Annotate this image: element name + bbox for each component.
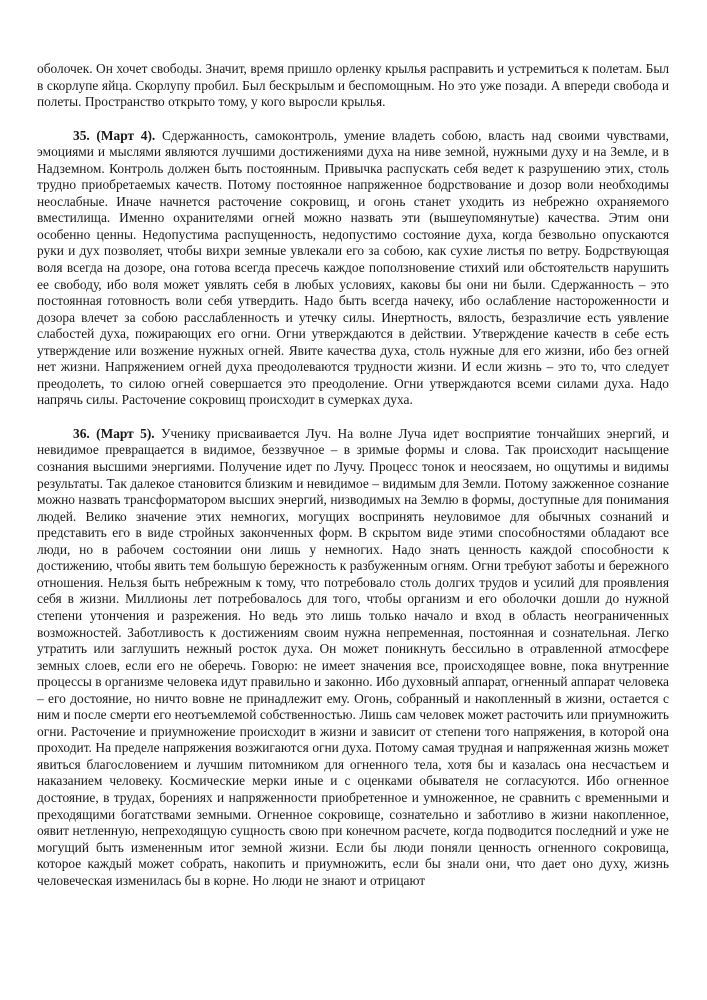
- paragraph-continuation: [37, 61, 669, 111]
- paragraph-36: [37, 426, 669, 889]
- paragraph-text: оболочек. Он хочет свободы. Значит, время пришло орленку крылья расправить и устремиться к полетам. Был в скорлупе яйца. Скорлупу пробил. Был бескрылым и беспомощным. Но это уже позади. А впереди свобода и полеты. Пространство открыто тому, у кого выросли крылья.: [37, 61, 669, 110]
- paragraph-35: [37, 128, 669, 409]
- paragraph-heading: 35. (Март 4).: [73, 127, 156, 143]
- paragraph-text: Сдержанность, самоконтроль, умение владеть собою, власть над своими чувствами, эмоциями и мыслями являются лучшими достижениями духа на ниве земной, нужными духу и на Земле, и в Надземном. Контроль должен быть постоянным. Привычка распускать себя ведет к разрушению этих, столь трудно приобретаемых качеств. Потому постоянное напряженное бодрствование и дозор воли необходимы неослабные. Иначе начнется расточение сокровищ, и огонь станет уходить из небрежно охраняемого вместилища. Именно охранителями огней можно назвать эти (вышеупомянутые) качества. Этим они особенно ценны. Недопустима распущенность, недопустимо состояние духа, когда безвольно опускаются руки и дух позволяет, чтобы вихри земные увлекали его за собою, как сухие листья по ветру. Бодрствующая воля всегда на дозоре, она готова всегда пресечь каждое поползновение стихий или обстоятельств нарушить ее свободу, ибо воля может уявлять себя в любых условиях, каковы бы они ни были. Сдержанность – это постоянная готовность воли себя утвердить. Надо быть всегда начеку, ибо ослабление настороженности и дозора влечет за собою расслабленность и утечку силы. Инертность, вялость, безразличие есть уявление слабостей духа, пожирающих его огни. Огни утверждаются в действии. Утверждение качеств в себе есть утверждение или возжение нужных огней. Явите качества духа, столь нужные для его жизни, ибо без огней нет жизни. Напряжением огней духа преодолеваются трудности жизни. И если жизнь – это то, что следует преодолеть, то силою огней совершается это преодоление. Огни утверждаются всеми силами духа. Надо напрячь силы. Расточение сокровищ происходит в сумерках духа.: [37, 127, 670, 408]
- document-page: [37, 61, 669, 889]
- paragraph-heading: 36. (Март 5).: [73, 425, 155, 441]
- paragraph-text: Ученику присваивается Луч. На волне Луча идет восприятие тончайших энергий, и невидимое превращается в видимое, беззвучное – в зримые формы и слова. Так происходит насыщение сознания высшими энергиями. Получение идет по Лучу. Процесс тонок и неосязаем, но ощутимы и видимы результаты. Так далекое становится близким и невидимое – видимым для Земли. Потому зажженное сознание можно назвать трансформатором высших энергий, низводимых на Землю в формы, доступные для понимания людей. Велико значение этих немногих, могущих воспринять неуловимое для обычных сознаний и представить его в виде стройных законченных форм. В скрытом виде этими способностями обладают все люди, но в рабочем состоянии они лишь у немногих. Надо знать ценность каждой способности к достижению, чтобы явить тем большую бережность к разбуженным огням. Огни требуют заботы и бережного отношения. Нельзя быть небрежным к тому, что потребовало столь долгих трудов и усилий для проявления себя в жизни. Миллионы лет потребовалось для того, чтобы организм и его оболочки дошли до нужной степени утончения и разрежения. Но ведь это лишь только начало и вход в область неограниченных возможностей. Заботливость к достижениям своим нужна непременная, постоянная и сознательная. Легко утратить или заглушить нежный росток духа. Он может поникнуть бессильно в отравленной атмосфере земных слоев, если его не оберечь. Говорю: не имеет значения все, происходящее вовне, пока внутренние процессы в организме человека идут правильно и законно. Ибо духовный аппарат, огненный аппарат человека – его достояние, но ничто вовне не принадлежит ему. Огонь, собранный и накопленный в жизни, остается с ним и после смерти его неотъемлемой собственностью. Лишь сам человек может расточить или приумножить огни. Расточение и приумножение происходит в жизни и зависит от степени того напряжения, в которой она проходит. На пределе напряжения возжигаются огни духа. Потому самая трудная и напряженная жизнь может явиться благословением и лучшим питомником для огненного тела, хотя бы и казалась она несчастьем и наказанием человеку. Космические мерки иные и с оценками обывателя не согласуются. Ибо огненное достояние, в трудах, борениях и напряженности приобретенное и умноженное, не сравнить с временными и преходящими богатствами земными. Огненное сокровище, сознательно и заботливо в жизни накопленное, оявит нетленную, непреходящую сущность свою при конечном расчете, когда подводится последний и уже не могущий быть измененным итог земной жизни. Если бы люди поняли ценность огненного сокровища, которое каждый может собрать, накопить и приумножить, если бы знали они, что дает оно духу, жизнь человеческая изменилась бы в корне. Но люди не знают и отрицают: [37, 425, 670, 888]
